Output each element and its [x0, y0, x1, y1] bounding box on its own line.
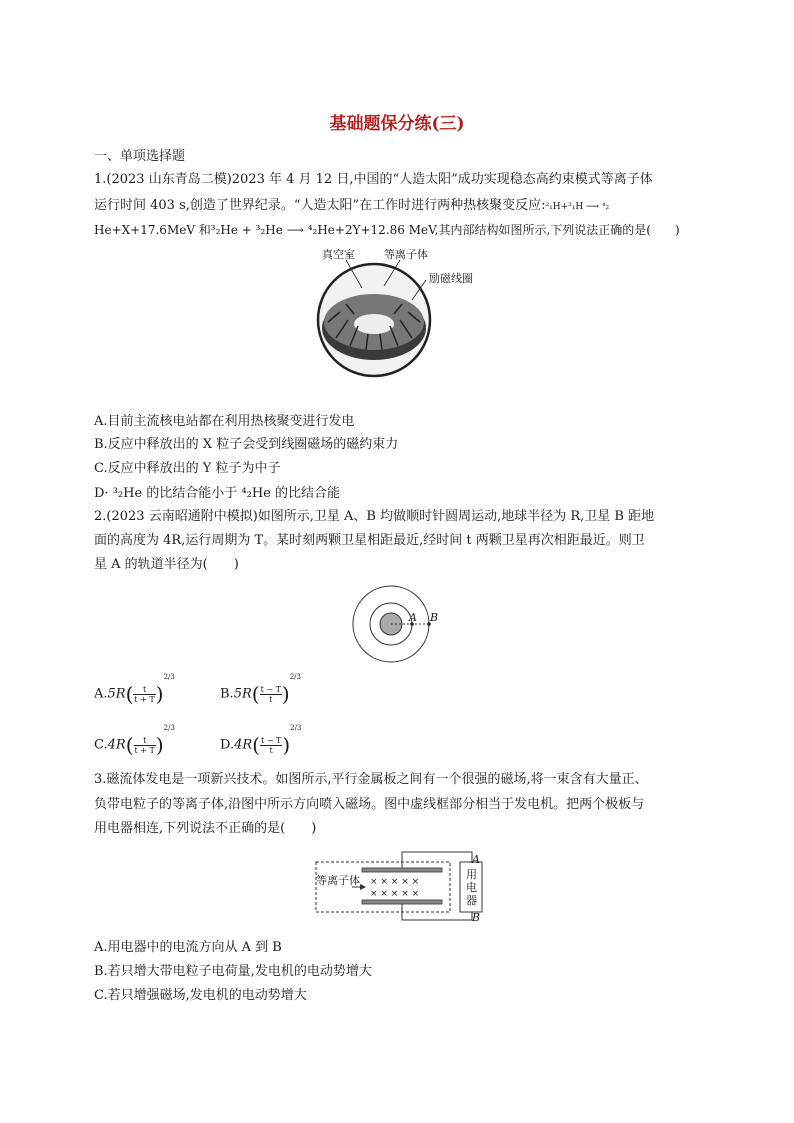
section-heading: 一、单项选择题: [94, 149, 186, 164]
q1-formula: ²₁H+³₁H ⟶ ⁴₂: [545, 202, 610, 212]
q2-stem-line1: 2.(2023 云南昭通附中模拟)如图所示,卫星 A、B 均做顺时针圆周运动,地球半径为 R,卫星 B 距地: [94, 509, 655, 524]
tokamak-label-coil: 励磁线圈: [429, 272, 473, 285]
q1-option-b: B.反应中释放出的 X 粒子会受到线圈磁场的磁约束力: [94, 437, 399, 452]
q2-stem-line2: 面的高度为 4R,运行周期为 T。某时刻两颗卫星相距最近,经时间 t 两颗卫星再次相距最近。则卫: [94, 533, 645, 548]
q1-stem-line2: 运行时间 403 s,创造了世界纪录。“人造太阳”在工作时进行两种热核聚变反应:²₁H+³₁H ⟶ ⁴₂: [94, 198, 610, 213]
q2-option-a: A.5R( $\frac{t}{t + T}$ )2/3: [94, 673, 175, 706]
q2-stem-line3: 星 A 的轨道半径为( ): [94, 557, 239, 572]
q2-option-c: C.4R( $\frac{t}{t + T}$ )2/3: [94, 724, 175, 757]
q3-option-c: C.若只增强磁场,发电机的电动势增大: [94, 988, 307, 1003]
q1-stem-line1: 1.(2023 山东青岛二模)2023 年 4 月 12 日,中国的“人造太阳”成功实现稳态高约束模式等离子体: [94, 172, 653, 187]
tokamak-label-plasma: 等离子体: [384, 248, 428, 261]
mhd-label-device: 用电器: [466, 868, 477, 907]
svg-text:× × × × ×: × × × × ×: [370, 877, 420, 887]
tokamak-figure: [300, 242, 500, 382]
mhd-label-a: A: [472, 853, 480, 866]
mhd-label-b: B: [472, 911, 481, 924]
q2-option-d: D.4R( $\frac{t - T}{t}$ )2/3: [220, 724, 302, 757]
q3-option-a: A.用电器中的电流方向从 A 到 B: [94, 940, 282, 955]
q1-option-a: A.目前主流核电站都在利用热核聚变进行发电: [94, 414, 355, 429]
q2-option-b: B.5R( $\frac{t - T}{t}$ )2/3: [220, 673, 301, 706]
q1-option-c: C.反应中释放出的 Y 粒子为中子: [94, 461, 281, 476]
q1-stem-line3: He+X+17.6MeV 和³₂He + ³₂He ⟶ ⁴₂He+2Y+12.86 MeV,其内部结构如图所示,下列说法正确的是( ): [94, 223, 680, 237]
q3-stem-line3: 用电器相连,下列说法不正确的是( ): [94, 821, 317, 836]
mhd-label-plasma: 等离子体: [316, 874, 360, 887]
svg-text:× × × × ×: × × × × ×: [370, 889, 420, 899]
page-title: 基础题保分练(三): [329, 114, 465, 134]
orbit-label-a: A: [409, 611, 417, 624]
q3-stem-line2: 负带电粒子的等离子体,沿图中所示方向喷入磁场。图中虚线框部分相当于发电机。把两个极板与: [94, 797, 645, 812]
orbit-label-b: B: [430, 611, 439, 624]
q3-option-b: B.若只增大带电粒子电荷量,发电机的电动势增大: [94, 964, 372, 979]
tokamak-label-vacuum: 真空室: [322, 248, 355, 261]
orbit-figure: [352, 583, 439, 667]
q1-option-d: D· ³₂He 的比结合能小于 ⁴₂He 的比结合能: [94, 486, 340, 501]
q3-stem-line1: 3.磁流体发电是一项新兴技术。如图所示,平行金属板之间有一个很强的磁场,将一束含有大量正、: [94, 772, 648, 787]
